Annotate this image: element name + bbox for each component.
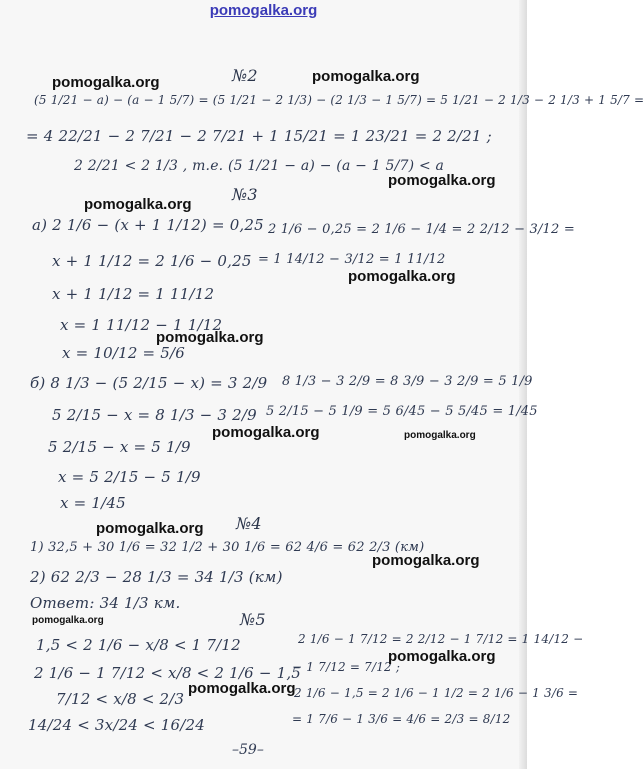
- problem-3-label: №3: [232, 185, 258, 204]
- watermark-1: pomogalka.org: [52, 74, 160, 91]
- watermark-2: pomogalka.org: [312, 68, 420, 85]
- problem-5-line-4: 14/24 < 3x/24 < 16/24: [28, 716, 206, 734]
- watermark-10: pomogalka.org: [372, 552, 480, 569]
- problem-5-side-2: − 1 7/12 = 7/12 ;: [292, 660, 401, 674]
- problem-3b-line-2: 5 2/15 − x = 8 1/3 − 3 2/9: [52, 406, 257, 424]
- watermark-4: pomogalka.org: [84, 196, 192, 213]
- watermark-13: pomogalka.org: [188, 680, 296, 697]
- problem-3a-line-2: x + 1 1/12 = 2 1/6 − 0,25: [52, 252, 252, 270]
- problem-4-label: №4: [236, 514, 262, 533]
- problem-3a-line-5: x = 10/12 = 5/6: [62, 344, 186, 362]
- problem-5-side-3: 2 1/6 − 1,5 = 2 1/6 − 1 1/2 = 2 1/6 − 1 3/6 =: [294, 686, 579, 700]
- problem-3a-side-2: = 1 14/12 − 3/12 = 1 11/12: [258, 252, 446, 267]
- problem-2-line-2: = 4 22/21 − 2 7/21 − 2 7/21 + 1 15/21 = 1 23/21 = 2 2/21 ;: [26, 127, 492, 145]
- problem-3b-line-5: x = 1/45: [60, 494, 126, 512]
- site-header-mark[interactable]: pomogalka.org: [209, 2, 318, 19]
- problem-3a-line-4: x = 1 11/12 − 1 1/12: [60, 316, 223, 334]
- watermark-7: pomogalka.org: [212, 424, 320, 441]
- problem-3b-side-1: 8 1/3 − 3 2/9 = 8 3/9 − 3 2/9 = 5 1/9: [282, 374, 533, 389]
- problem-3a-line-3: x + 1 1/12 = 1 11/12: [52, 285, 215, 303]
- problem-3a-side-1: 2 1/6 − 0,25 = 2 1/6 − 1/4 = 2 2/12 − 3/12 =: [268, 222, 575, 237]
- page-number: –59–: [232, 742, 264, 758]
- watermark-11: pomogalka.org: [32, 615, 104, 626]
- problem-5-line-2: 2 1/6 − 1 7/12 < x/8 < 2 1/6 − 1,5: [34, 664, 302, 682]
- problem-5-line-1: 1,5 < 2 1/6 − x/8 < 1 7/12: [36, 636, 241, 654]
- problem-3b-line-3: 5 2/15 − x = 5 1/9: [48, 438, 191, 456]
- problem-2-label: №2: [232, 66, 258, 85]
- watermark-6: pomogalka.org: [156, 329, 264, 346]
- watermark-8: pomogalka.org: [404, 430, 476, 441]
- problem-3a-line-1: а) 2 1/6 − (x + 1 1/12) = 0,25: [32, 216, 264, 234]
- problem-5-line-3: 7/12 < x/8 < 2/3: [56, 690, 185, 708]
- problem-5-side-4: = 1 7/6 − 1 3/6 = 4/6 = 2/3 = 8/12: [292, 712, 511, 726]
- problem-3b-line-4: x = 5 2/15 − 5 1/9: [58, 468, 201, 486]
- problem-4-answer: Ответ: 34 1/3 км.: [30, 594, 181, 612]
- problem-4-line-1: 1) 32,5 + 30 1/6 = 32 1/2 + 30 1/6 = 62 4/6 = 62 2/3 (км): [30, 540, 425, 555]
- problem-2-line-3: 2 2/21 < 2 1/3 , т.е. (5 1/21 − a) − (a − 1 5/7) < a: [74, 158, 445, 174]
- problem-3b-side-2: 5 2/15 − 5 1/9 = 5 6/45 − 5 5/45 = 1/45: [266, 404, 538, 419]
- problem-5-label: №5: [240, 610, 266, 629]
- watermark-9: pomogalka.org: [96, 520, 204, 537]
- watermark-3: pomogalka.org: [388, 172, 496, 189]
- watermark-5: pomogalka.org: [348, 268, 456, 285]
- problem-5-side-1: 2 1/6 − 1 7/12 = 2 2/12 − 1 7/12 = 1 14/12 −: [298, 632, 584, 646]
- problem-3b-line-1: б) 8 1/3 − (5 2/15 − x) = 3 2/9: [30, 374, 268, 392]
- problem-2-line-1: (5 1/21 − a) − (a − 1 5/7) = (5 1/21 − 2 1/3) − (2 1/3 − 1 5/7) = 5 1/21 − 2 1/3 − 2 1/3 + 1 5/7 =: [34, 93, 644, 107]
- watermark-12: pomogalka.org: [388, 648, 496, 665]
- problem-4-line-2: 2) 62 2/3 − 28 1/3 = 34 1/3 (км): [30, 568, 283, 586]
